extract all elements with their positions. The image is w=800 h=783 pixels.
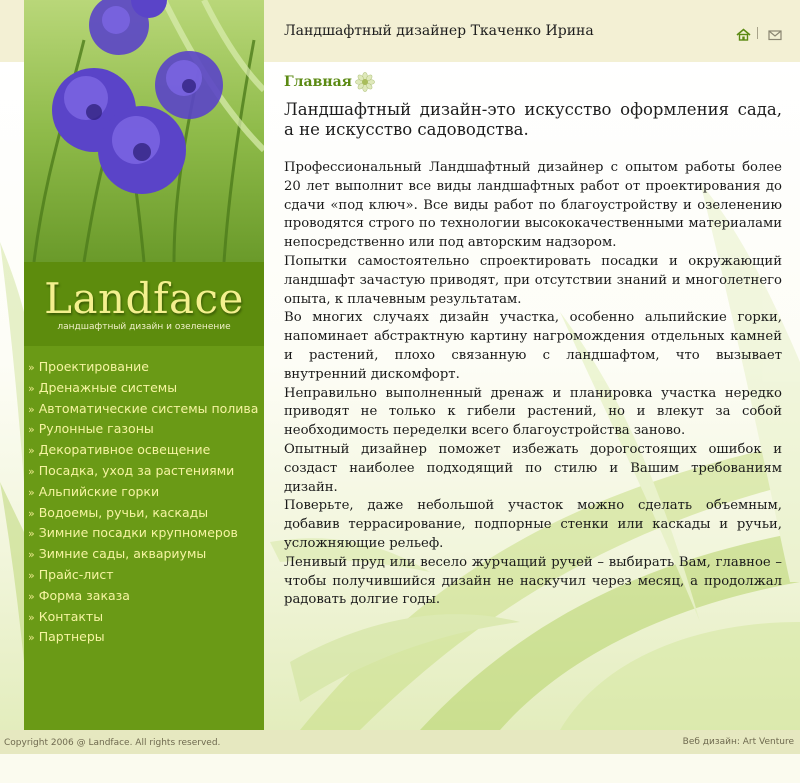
menu-item-winter-planting[interactable]: [28, 523, 264, 544]
menu-item-order-form[interactable]: [28, 586, 264, 607]
menu-item-irrigation[interactable]: [28, 399, 264, 420]
menu-item-label: Альпийские горки: [38, 483, 160, 499]
menu-item-label: Проектирование: [38, 359, 149, 374]
menu-item-label: Партнеры: [38, 629, 105, 645]
menu-item-label: Форма заказа: [38, 587, 130, 603]
logo-title: Landface: [44, 274, 244, 323]
menu-item-label: Прайс-лист: [38, 566, 114, 582]
menu-item-label: Рулонные газоны: [38, 421, 154, 437]
mail-icon[interactable]: [768, 26, 782, 45]
double-chevron-icon: »: [28, 610, 35, 624]
menu-item-planting[interactable]: [28, 461, 264, 482]
menu-item-lawns[interactable]: [28, 419, 264, 440]
site-title: Ландшафтный дизайнер Ткаченко Ирина: [284, 23, 594, 39]
menu-item-label: Водоемы, ручьи, каскады: [38, 504, 209, 520]
menu-item-label: Зимние сады, аквариумы: [38, 546, 207, 562]
menu-item-label: Контакты: [38, 608, 104, 624]
main-content: [284, 72, 782, 610]
cornflower-photo: [24, 0, 264, 262]
double-chevron-icon: »: [28, 361, 35, 374]
menu-item-label: Дренажные системы: [38, 379, 178, 395]
menu-item-lighting[interactable]: [28, 440, 264, 461]
menu-item-design[interactable]: [28, 357, 264, 378]
footer: [0, 730, 800, 754]
double-chevron-icon: »: [28, 381, 35, 395]
paragraph: Поверьте, даже небольшой участок можно сделать объемным, добавив террасирование, подпорные стенки или каскады и ручьи, усложняющие рельеф.: [284, 498, 782, 551]
menu-item-winter-gardens[interactable]: [28, 544, 264, 565]
double-chevron-icon: »: [28, 485, 35, 499]
paragraph: Ленивый пруд или весело журчащий ручей – выбирать Вам, главное – чтобы получившийся дизайн не наскучил через месяц, а продолжал радовать долгие годы.: [284, 554, 782, 608]
logo[interactable]: [24, 262, 264, 346]
double-chevron-icon: »: [28, 464, 35, 478]
menu-item-price-list[interactable]: [28, 565, 264, 586]
header-icons: [736, 26, 782, 42]
menu-item-partners[interactable]: [28, 627, 264, 648]
daisy-icon: [355, 72, 375, 92]
double-chevron-icon: »: [28, 402, 35, 416]
double-chevron-icon: »: [28, 631, 35, 645]
double-chevron-icon: »: [28, 423, 35, 437]
header-icon-divider: [757, 27, 758, 39]
main-menu: [28, 357, 264, 648]
menu-item-label: Декоративное освещение: [38, 442, 211, 458]
web-design-credit-link[interactable]: Веб дизайн: Art Venture: [682, 737, 794, 747]
menu-item-rock-gardens[interactable]: [28, 482, 264, 503]
menu-item-label: Посадка, уход за растениями: [38, 462, 235, 478]
paragraph: Профессиональный Ландшафтный дизайнер с опытом работы более 20 лет выполнит все виды ландшафтных работ от проектирования до сдачи «под ключ». Все виды работ по благоустройству и озеленению проводятся строго по технологии высококачественными материалами непосредственно или под авторским надзором.: [284, 160, 782, 251]
sidebar: [24, 262, 264, 730]
menu-item-contacts[interactable]: [28, 607, 264, 628]
double-chevron-icon: »: [28, 589, 35, 603]
double-chevron-icon: »: [28, 548, 35, 562]
breadcrumb: [284, 72, 782, 92]
paragraph: Попытки самостоятельно спроектировать посадки и окружающий ландшафт зачастую приводят, при отсутствии знаний и многолетнего опыта, к плачевным результатам.: [284, 253, 782, 307]
paragraph: Опытный дизайнер поможет избежать дорогостоящих ошибок и создаст наиболее подходящий по стилю и Вашим требованиям дизайн.: [284, 441, 782, 495]
menu-item-label: Автоматические системы полива: [38, 400, 259, 416]
copyright: Copyright 2006 @ Landface. All rights reserved.: [4, 738, 221, 748]
double-chevron-icon: »: [28, 444, 35, 458]
breadcrumb-home[interactable]: Главная: [284, 74, 352, 90]
home-icon[interactable]: [736, 26, 751, 45]
menu-item-drainage[interactable]: [28, 378, 264, 399]
lead-heading: Ландшафтный дизайн-это искусство оформления сада, а не искусство садоводства.: [284, 100, 782, 139]
paragraph: Неправильно выполненный дренаж и планировка участка нередко приводят не только к гибели растений, но и влекут за собой необходимость переделки всего благоустройства заново.: [284, 385, 782, 439]
article-body: [284, 159, 782, 610]
double-chevron-icon: »: [28, 506, 35, 520]
double-chevron-icon: »: [28, 527, 35, 541]
paragraph: Во многих случаях дизайн участка, особенно альпийские горки, напоминает абстрактную картину нагромождения отдельных камней и растений, плохо связанную с ландшафтом, что вызывает внутренний дискомфорт.: [284, 310, 782, 382]
double-chevron-icon: »: [28, 568, 35, 582]
logo-subtitle: ландшафтный дизайн и озеленение: [57, 322, 231, 332]
menu-item-ponds[interactable]: [28, 503, 264, 524]
menu-item-label: Зимние посадки крупномеров: [38, 525, 238, 541]
